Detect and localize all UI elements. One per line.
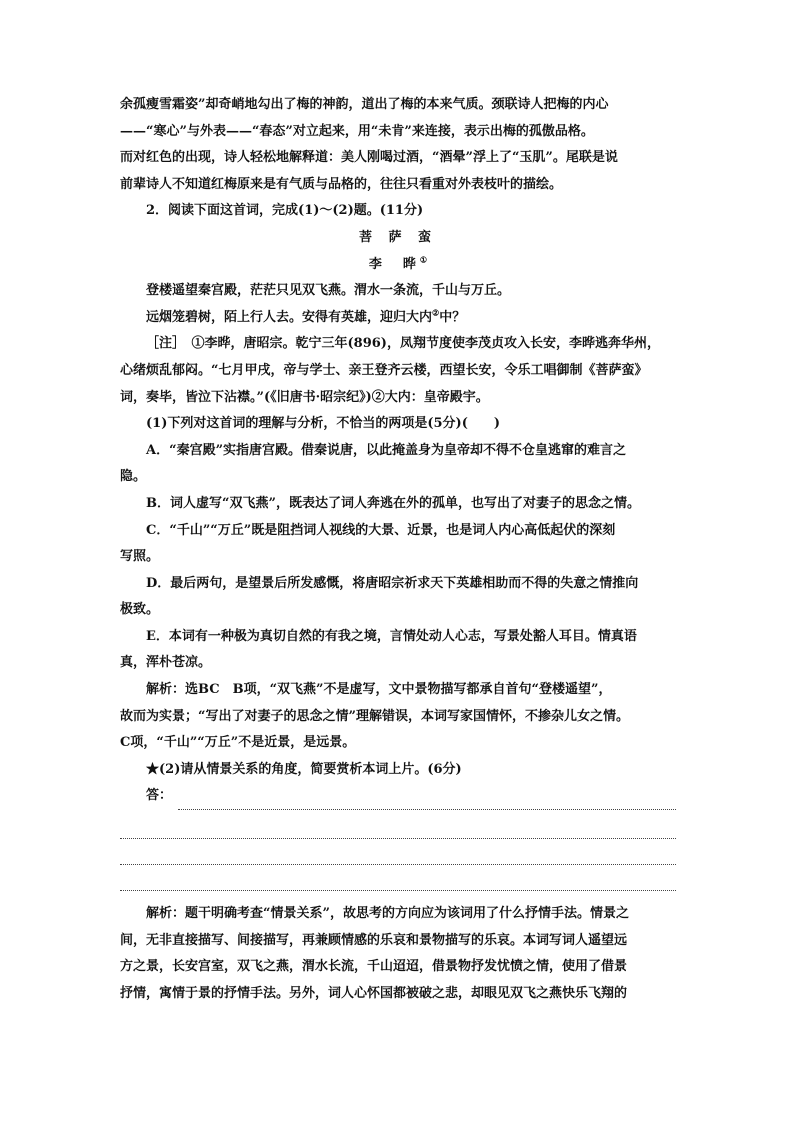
prev-analysis-line-3: 而对红色的出现，诗人轻松地解释道：美人刚喝过酒，“酒晕”浮上了“玉肌”。尾联是说 — [120, 150, 618, 166]
analysis-2-line-2: 间，无非直接描写、间接描写，再兼顾情感的乐哀和景物描写的乐哀。本词写词人遥望远 — [120, 932, 628, 948]
analysis-2-line-1: 解析：题干明确考查“情景关系”，故思考的方向应为该词用了什么抒情手法。情景之 — [146, 906, 629, 922]
answer-blank-lines — [120, 814, 676, 891]
analysis-2-line-3: 方之景，长安宫室，双飞之燕，渭水长流，千山迢迢，借景物抒发忧愤之情，使用了借景 — [120, 959, 628, 975]
prev-analysis-line-1: 余孤瘦雪霜姿”却奇峭地勾出了梅的神韵，道出了梅的本来气质。颈联诗人把梅的内心 — [120, 97, 609, 112]
answer-1-line-1: 解析：选BC B项，“双飞燕”不是虚写，文中景物描写都承自首句“登楼遥望”， — [146, 682, 612, 698]
page-content — [120, 92, 676, 1007]
option-c: C．“千山”“万丘”既是阻挡词人视线的大景、近景，也是词人内心高低起伏的深刻 — [146, 522, 616, 538]
poem-line-2-end: 中？ — [439, 309, 466, 325]
prev-analysis-line-2: ——“寒心”与外表——“春态”对立起来，用“未肯”来连接，表示出梅的孤傲品格。 — [120, 123, 594, 139]
answer-field[interactable] — [120, 783, 676, 810]
option-d: D．最后两句，是望景后所发感慨，将唐昭宗祈求天下英雄相助而不得的失意之情推向 — [146, 575, 639, 591]
poem-line-1: 登楼遥望秦宫殿，茫茫只见双飞燕。渭水一条流，千山与万丘。 — [146, 283, 511, 299]
answer-blank-line-4[interactable] — [120, 866, 676, 891]
answer-blank-line-3[interactable] — [120, 840, 676, 865]
answer-1-line-2: 故而为实景；“写出了对妻子的思念之情”理解错误，本词写家国情怀，不掺杂儿女之情。 — [120, 708, 629, 724]
note-line-3: 词，奏毕，皆泣下沾襟。”(《旧唐书·昭宗纪》)②大内：皇帝殿宇。 — [120, 389, 489, 405]
option-a: A．“秦宫殿”实指唐宫殿。借秦说唐，以此掩盖身为皇帝却不得不仓皇逃窜的难言之 — [146, 442, 627, 458]
poem-title: 菩 萨 蛮 — [358, 229, 438, 245]
author-name: 李 晔 — [368, 256, 420, 272]
option-e: E．本词有一种极为真切自然的有我之境，言情处动人心志，写景处豁人耳目。情真语 — [146, 628, 637, 644]
answer-1-line-3: C项，“千山”“万丘”不是近景，是远景。 — [120, 735, 356, 751]
option-b: B．词人虚写“双飞燕”，既表达了词人奔逃在外的孤单，也写出了对妻子的思念之情。 — [146, 495, 640, 511]
analysis-2-line-4: 抒情，寓情于景的抒情手法。另外，词人心怀国都被破之悲，却眼见双飞之燕快乐飞翔的 — [120, 985, 628, 1001]
option-e-cont: 真，浑朴苍凉。 — [120, 655, 212, 671]
author-footnote-mark: ① — [419, 254, 428, 265]
sub-question-1-stem: (1)下列对这首词的理解与分析，不恰当的两项是(5分)( ) — [146, 416, 500, 432]
option-c-cont: 写照。 — [120, 549, 160, 565]
footnote-mark-2: ② — [432, 307, 440, 318]
poem-line-2-text: 远烟笼碧树，陌上行人去。安得有英雄，迎归大内 — [146, 309, 433, 325]
option-a-cont: 隐。 — [120, 469, 147, 485]
answer-blank-line-1[interactable] — [178, 790, 676, 810]
poem-author — [120, 252, 676, 279]
sub-question-2-stem: ★(2)请从情景关系的角度，简要赏析本词上片。(6分) — [146, 761, 462, 777]
answer-label: 答： — [146, 788, 173, 804]
answer-blank-line-2[interactable] — [120, 814, 676, 839]
prev-analysis-line-4: 前辈诗人不知道红梅原来是有气质与品格的，往往只看重对外表枝叶的描绘。 — [120, 176, 563, 192]
poem-line-2 — [120, 305, 676, 332]
note-line-2: 心绪烦乱郁闷。“七月甲戌，帝与学士、亲王登齐云楼，西望长安，令乐工唱御制《菩萨蛮》 — [120, 362, 648, 378]
option-d-cont: 极致。 — [120, 602, 160, 618]
question-2-stem: 2．阅读下面这首词，完成(1)～(2)题。(11分) — [146, 203, 424, 219]
note-line-1: ［注］ ①李晔，唐昭宗。乾宁三年(896)，凤翔节度使李茂贞攻入长安，李晔逃奔华州， — [146, 336, 660, 352]
